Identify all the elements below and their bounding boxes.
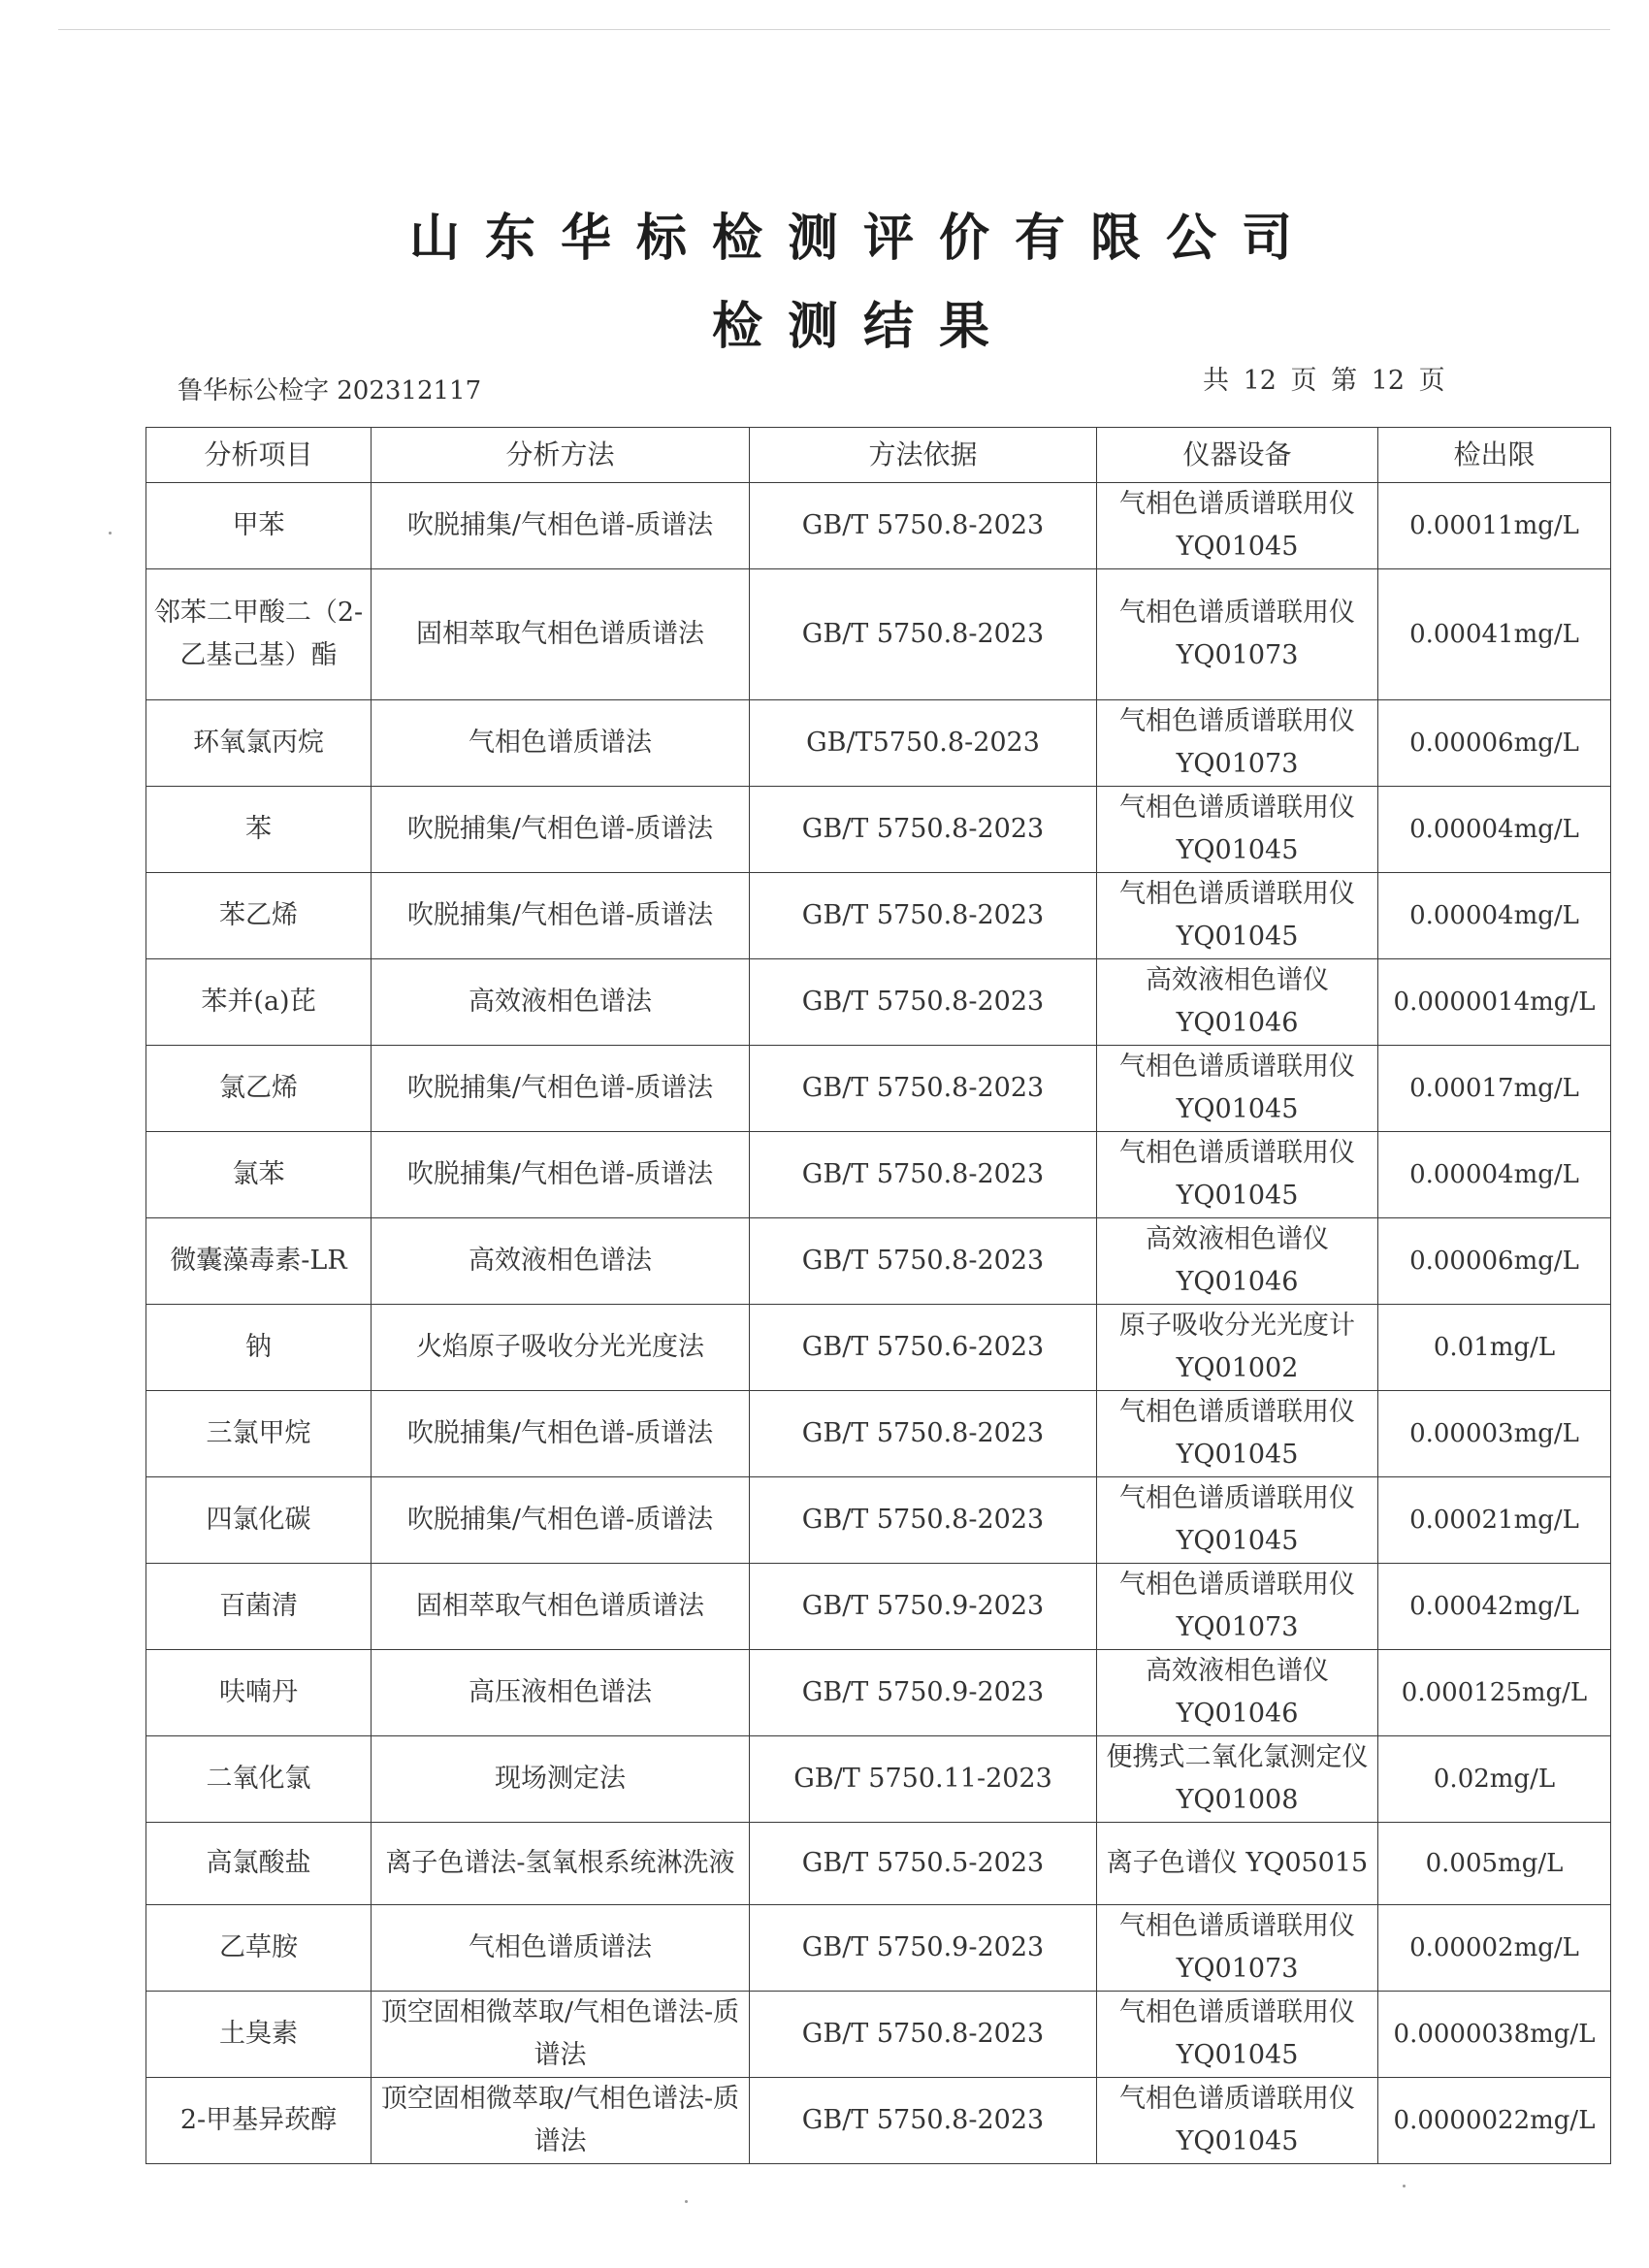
table-row	[146, 1736, 1611, 1823]
cell-item: 百菌清	[146, 1564, 372, 1650]
table-row	[146, 1650, 1611, 1736]
cell-limit: 0.00004mg/L	[1378, 1132, 1611, 1218]
cell-method: 火焰原子吸收分光光度法	[372, 1305, 750, 1391]
cell-limit: 0.00004mg/L	[1378, 787, 1611, 873]
cell-method: 吹脱捕集/气相色谱-质谱法	[372, 1477, 750, 1564]
cell-item: 四氯化碳	[146, 1477, 372, 1564]
scan-speck	[685, 2200, 688, 2203]
cell-limit: 0.000125mg/L	[1378, 1650, 1611, 1736]
cell-limit: 0.0000014mg/L	[1378, 959, 1611, 1046]
table-row	[146, 1905, 1611, 1992]
cell-instrument: 气相色谱质谱联用仪 YQ01045	[1097, 1046, 1378, 1132]
cell-method: 气相色谱质谱法	[372, 1905, 750, 1992]
cell-method: 离子色谱法-氢氧根系统淋洗液	[372, 1823, 750, 1905]
cell-limit: 0.00003mg/L	[1378, 1391, 1611, 1477]
cell-standard: GB/T 5750.8-2023	[750, 787, 1097, 873]
table-row	[146, 959, 1611, 1046]
table-row	[146, 483, 1611, 569]
cell-instrument: 气相色谱质谱联用仪 YQ01045	[1097, 787, 1378, 873]
cell-instrument: 气相色谱质谱联用仪 YQ01045	[1097, 873, 1378, 959]
table-row	[146, 1305, 1611, 1391]
cell-limit: 0.00041mg/L	[1378, 569, 1611, 700]
cell-standard: GB/T 5750.8-2023	[750, 1992, 1097, 2078]
cell-standard: GB/T 5750.8-2023	[750, 569, 1097, 700]
cell-standard: GB/T 5750.5-2023	[750, 1823, 1097, 1905]
cell-method: 顶空固相微萃取/气相色谱法-质谱法	[372, 1992, 750, 2078]
cell-standard: GB/T 5750.9-2023	[750, 1564, 1097, 1650]
table-row	[146, 1391, 1611, 1477]
cell-instrument: 高效液相色谱仪 YQ01046	[1097, 1218, 1378, 1305]
cell-method: 吹脱捕集/气相色谱-质谱法	[372, 787, 750, 873]
cell-limit: 0.00011mg/L	[1378, 483, 1611, 569]
cell-method: 顶空固相微萃取/气相色谱法-质谱法	[372, 2078, 750, 2164]
cell-standard: GB/T 5750.8-2023	[750, 1046, 1097, 1132]
cell-method: 固相萃取气相色谱质谱法	[372, 1564, 750, 1650]
cell-item: 苯乙烯	[146, 873, 372, 959]
cell-instrument: 气相色谱质谱联用仪 YQ01045	[1097, 1391, 1378, 1477]
table-row	[146, 1046, 1611, 1132]
table-row	[146, 700, 1611, 787]
cell-standard: GB/T 5750.9-2023	[750, 1650, 1097, 1736]
cell-instrument: 气相色谱质谱联用仪 YQ01045	[1097, 1477, 1378, 1564]
cell-instrument: 气相色谱质谱联用仪 YQ01073	[1097, 1564, 1378, 1650]
cell-standard: GB/T5750.8-2023	[750, 700, 1097, 787]
table-row	[146, 1477, 1611, 1564]
cell-item: 苯	[146, 787, 372, 873]
column-header-standard: 方法依据	[750, 428, 1097, 483]
cell-instrument: 气相色谱质谱联用仪 YQ01045	[1097, 1132, 1378, 1218]
cell-instrument: 高效液相色谱仪 YQ01046	[1097, 959, 1378, 1046]
cell-standard: GB/T 5750.8-2023	[750, 1218, 1097, 1305]
cell-item: 二氧化氯	[146, 1736, 372, 1823]
page-indicator: 共 12 页 第 12 页	[1203, 366, 1445, 396]
cell-limit: 0.005mg/L	[1378, 1823, 1611, 1905]
cell-standard: GB/T 5750.8-2023	[750, 1132, 1097, 1218]
cell-limit: 0.00006mg/L	[1378, 1218, 1611, 1305]
cell-item: 邻苯二甲酸二（2-乙基己基）酯	[146, 569, 372, 700]
scan-edge-line	[58, 29, 1610, 30]
table-row	[146, 1218, 1611, 1305]
cell-method: 高效液相色谱法	[372, 1218, 750, 1305]
company-name: 山东华标检测评价有限公司	[408, 210, 1317, 268]
cell-standard: GB/T 5750.8-2023	[750, 1391, 1097, 1477]
cell-item: 氯苯	[146, 1132, 372, 1218]
cell-item: 甲苯	[146, 483, 372, 569]
column-header-limit: 检出限	[1378, 428, 1611, 483]
table-header-row	[146, 428, 1611, 483]
cell-standard: GB/T 5750.6-2023	[750, 1305, 1097, 1391]
cell-instrument: 气相色谱质谱联用仪 YQ01073	[1097, 1905, 1378, 1992]
column-header-method: 分析方法	[372, 428, 750, 483]
cell-instrument: 气相色谱质谱联用仪 YQ01045	[1097, 1992, 1378, 2078]
cell-method: 吹脱捕集/气相色谱-质谱法	[372, 873, 750, 959]
cell-item: 钠	[146, 1305, 372, 1391]
cell-method: 吹脱捕集/气相色谱-质谱法	[372, 1132, 750, 1218]
cell-standard: GB/T 5750.8-2023	[750, 873, 1097, 959]
cell-limit: 0.00002mg/L	[1378, 1905, 1611, 1992]
cell-instrument: 气相色谱质谱联用仪 YQ01073	[1097, 569, 1378, 700]
table-row	[146, 873, 1611, 959]
scan-speck	[1403, 2185, 1406, 2187]
document-title: 检测结果	[711, 298, 1015, 356]
cell-method: 现场测定法	[372, 1736, 750, 1823]
cell-item: 呋喃丹	[146, 1650, 372, 1736]
cell-item: 氯乙烯	[146, 1046, 372, 1132]
cell-method: 吹脱捕集/气相色谱-质谱法	[372, 483, 750, 569]
cell-item: 微囊藻毒素-LR	[146, 1218, 372, 1305]
cell-limit: 0.00017mg/L	[1378, 1046, 1611, 1132]
cell-instrument: 原子吸收分光光度计 YQ01002	[1097, 1305, 1378, 1391]
column-header-item: 分析项目	[146, 428, 372, 483]
cell-item: 苯并(a)芘	[146, 959, 372, 1046]
cell-limit: 0.01mg/L	[1378, 1305, 1611, 1391]
scan-speck	[109, 532, 112, 535]
cell-standard: GB/T 5750.9-2023	[750, 1905, 1097, 1992]
results-table	[146, 427, 1611, 2164]
cell-item: 环氧氯丙烷	[146, 700, 372, 787]
cell-standard: GB/T 5750.8-2023	[750, 1477, 1097, 1564]
cell-instrument: 便携式二氧化氯测定仪 YQ01008	[1097, 1736, 1378, 1823]
cell-standard: GB/T 5750.8-2023	[750, 483, 1097, 569]
cell-method: 吹脱捕集/气相色谱-质谱法	[372, 1391, 750, 1477]
cell-limit: 0.0000038mg/L	[1378, 1992, 1611, 2078]
column-header-instrument: 仪器设备	[1097, 428, 1378, 483]
table-row	[146, 1992, 1611, 2078]
cell-method: 气相色谱质谱法	[372, 700, 750, 787]
cell-standard: GB/T 5750.11-2023	[750, 1736, 1097, 1823]
cell-item: 三氯甲烷	[146, 1391, 372, 1477]
cell-limit: 0.02mg/L	[1378, 1736, 1611, 1823]
cell-item: 2-甲基异莰醇	[146, 2078, 372, 2164]
cell-method: 高效液相色谱法	[372, 959, 750, 1046]
cell-limit: 0.0000022mg/L	[1378, 2078, 1611, 2164]
cell-item: 土臭素	[146, 1992, 372, 2078]
cell-instrument: 气相色谱质谱联用仪 YQ01045	[1097, 2078, 1378, 2164]
table-row	[146, 787, 1611, 873]
cell-standard: GB/T 5750.8-2023	[750, 959, 1097, 1046]
table-row	[146, 1564, 1611, 1650]
cell-item: 高氯酸盐	[146, 1823, 372, 1905]
cell-method: 吹脱捕集/气相色谱-质谱法	[372, 1046, 750, 1132]
cell-limit: 0.00021mg/L	[1378, 1477, 1611, 1564]
cell-instrument: 气相色谱质谱联用仪 YQ01045	[1097, 483, 1378, 569]
report-number: 鲁华标公检字 202312117	[178, 376, 482, 405]
table-row	[146, 1132, 1611, 1218]
cell-limit: 0.00042mg/L	[1378, 1564, 1611, 1650]
cell-limit: 0.00006mg/L	[1378, 700, 1611, 787]
cell-instrument: 高效液相色谱仪 YQ01046	[1097, 1650, 1378, 1736]
table-row	[146, 1823, 1611, 1905]
table-row	[146, 569, 1611, 700]
cell-standard: GB/T 5750.8-2023	[750, 2078, 1097, 2164]
cell-method: 高压液相色谱法	[372, 1650, 750, 1736]
cell-method: 固相萃取气相色谱质谱法	[372, 569, 750, 700]
cell-instrument: 气相色谱质谱联用仪 YQ01073	[1097, 700, 1378, 787]
cell-item: 乙草胺	[146, 1905, 372, 1992]
cell-instrument: 离子色谱仪 YQ05015	[1097, 1823, 1378, 1905]
table-row	[146, 2078, 1611, 2164]
cell-limit: 0.00004mg/L	[1378, 873, 1611, 959]
